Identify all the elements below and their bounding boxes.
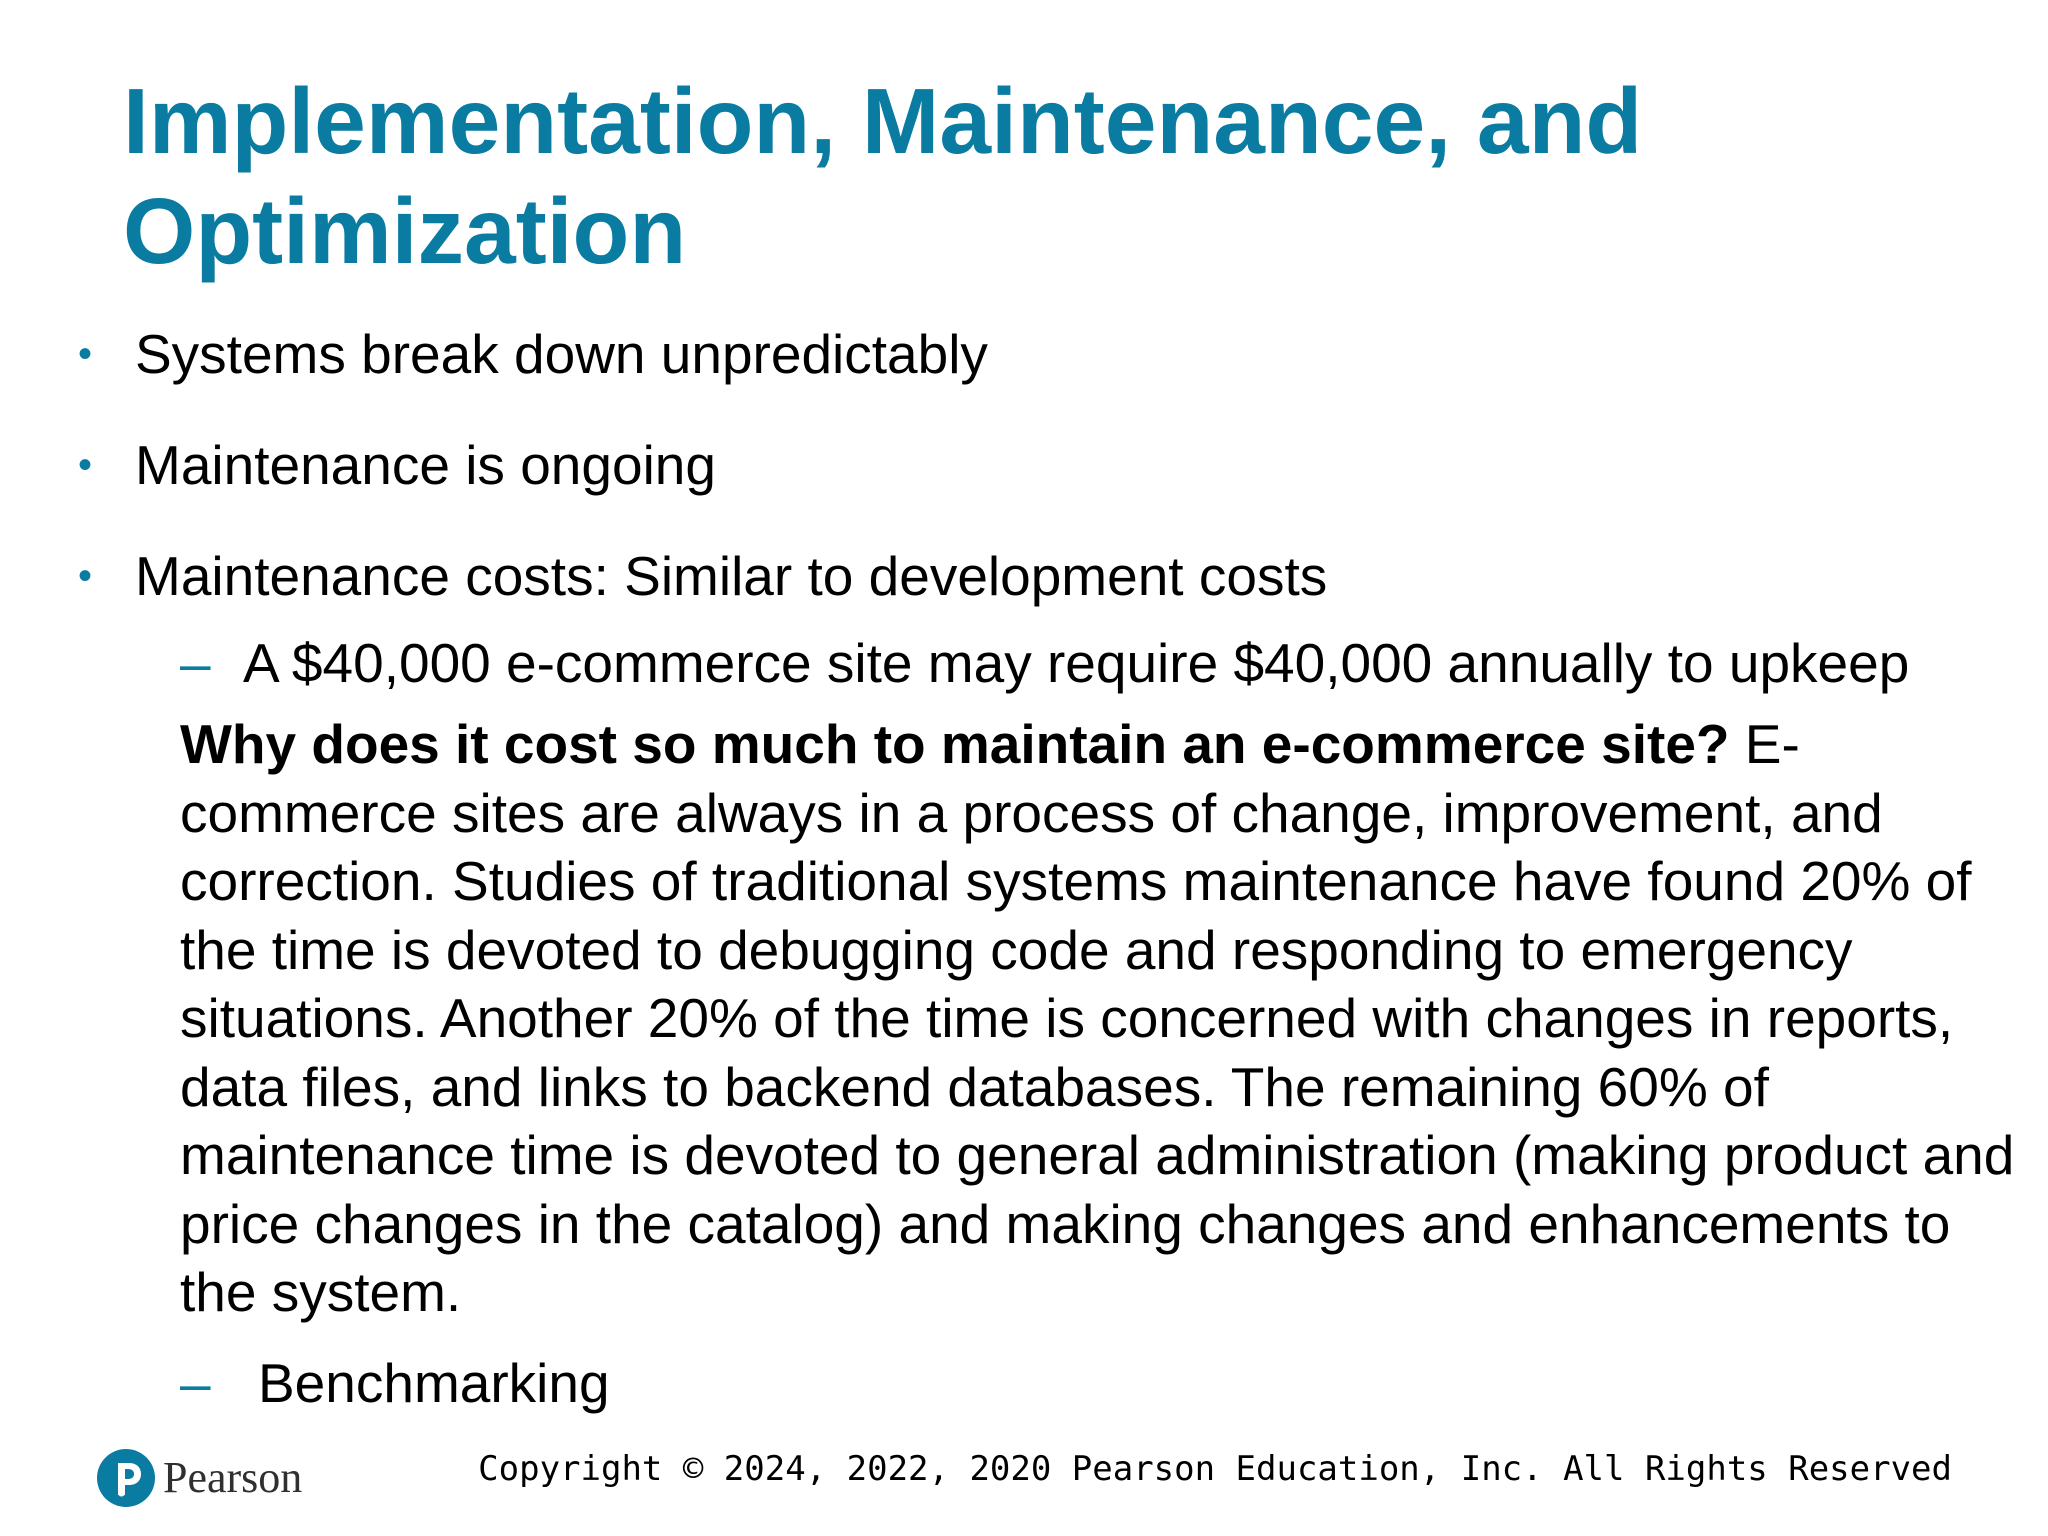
bullet-dot-icon: • bbox=[78, 443, 93, 487]
copyright-notice: Copyright © 2024, 2022, 2020 Pearson Education, Inc. All Rights Reserved bbox=[478, 1449, 1952, 1489]
bullet-item-2: Maintenance is ongoing bbox=[135, 434, 716, 496]
logo-wordmark: Pearson bbox=[163, 1453, 303, 1502]
dash-icon: – bbox=[180, 632, 211, 694]
bullet-dot-icon: • bbox=[78, 332, 93, 376]
bullet-item-3: Maintenance costs: Similar to development costs bbox=[135, 545, 1328, 607]
pearson-logo bbox=[97, 1446, 302, 1510]
explanation-paragraph bbox=[180, 710, 2040, 1327]
bullet-item-1: Systems break down unpredictably bbox=[135, 323, 988, 385]
paragraph-body: E-commerce sites are always in a process of change, improvement, and correction. Studies of traditional systems maintenance have found 20% of the time is devoted to debugging code and responding to emergency situations. Another 20% of the time is concerned with changes in reports, data files, and links to backend databases. The remaining 60% of maintenance time is devoted to general administration (making product and price changes in the catalog) and making changes and enhancements to the system. bbox=[180, 713, 2015, 1323]
sub-bullet-1: A $40,000 e-commerce site may require $40,000 annually to upkeep bbox=[243, 632, 1910, 694]
bullet-dot-icon: • bbox=[78, 554, 93, 598]
slide-title: Implementation, Maintenance, and Optimization bbox=[123, 69, 1643, 283]
sub-bullet-2: Benchmarking bbox=[258, 1352, 610, 1414]
paragraph-question: Why does it cost so much to maintain an e-commerce site? bbox=[180, 713, 1730, 775]
pearson-logo-icon bbox=[97, 1449, 155, 1507]
dash-icon: – bbox=[180, 1352, 211, 1414]
